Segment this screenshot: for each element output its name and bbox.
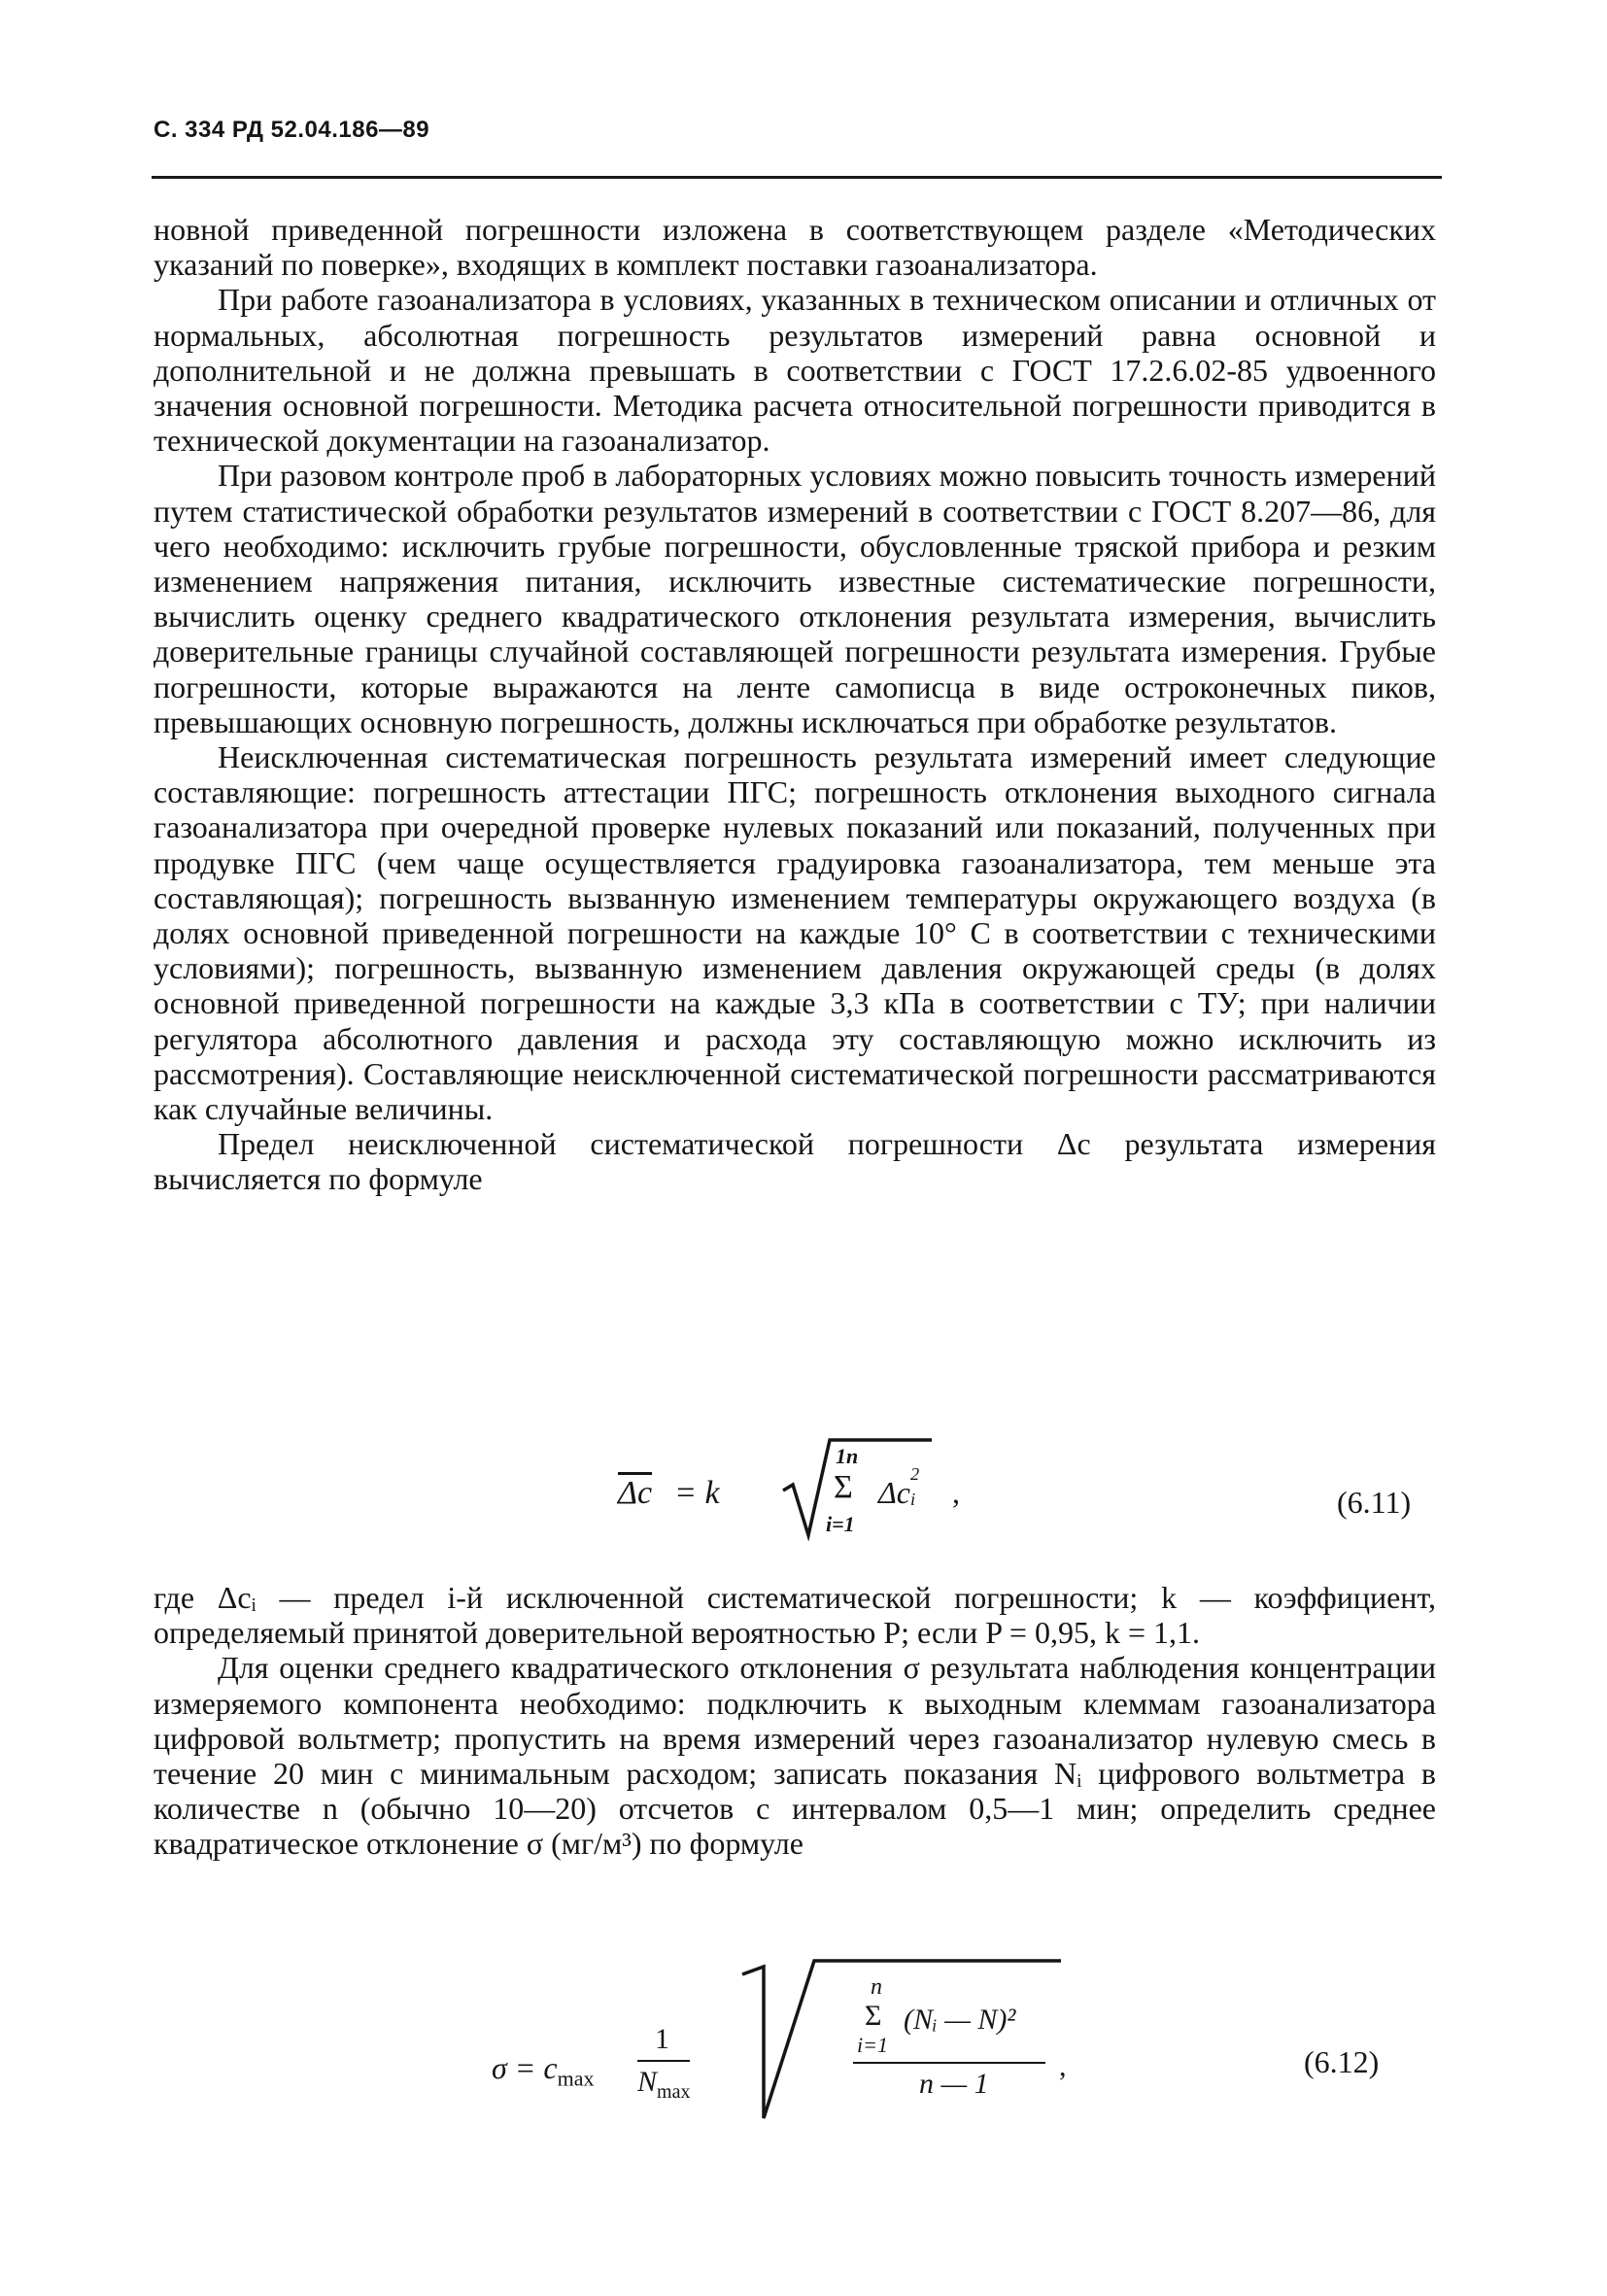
sum-term: (Nᵢ — N)² <box>904 2004 1016 2036</box>
running-head: С. 334 РД 52.04.186—89 <box>154 117 430 143</box>
header-rule <box>152 176 1442 179</box>
sum-symbol: Σ <box>865 2000 882 2032</box>
fraction-denominator: $N_{max}$ <box>637 2066 691 2103</box>
paragraph: Предел неисключенной систематической погрешности Δc результата измерения вычисляется по формуле <box>154 1126 1436 1197</box>
formula-equals: = k <box>674 1475 720 1511</box>
paragraph: При разовом контроле проб в лабораторных условиях можно повысить точность измерений путем статистической обработки результатов измерений в соответствии с ГОСТ 8.207—86, для чего необходимо: исключить грубые погрешности, обусловленные тряской прибора и резким изменением напряжения питания, исключить известные систематические погрешности, вычислить оценку среднего квадратического отклонения результата измерения, вычислить доверительные границы случайной составляющей погрешности результата измерения. Грубые погрешности, которые выражаются на ленте самописца в виде остроконечных пиков, превышающих основную погрешность, должны исключаться при обработке результатов. <box>154 458 1436 739</box>
sum-lower-limit: i=1 <box>826 1512 855 1536</box>
sum-symbol: Σ <box>834 1469 853 1505</box>
formula-trailing: , <box>952 1475 960 1510</box>
equation-number: (6.11) <box>1337 1485 1412 1520</box>
fraction-numerator: 1 <box>655 2023 669 2055</box>
paragraph: При работе газоанализатора в условиях, указанных в техническом описании и отличных от нормальных, абсолютная погрешность результатов измерений равна основной и дополнительной и не должна превышать в соответствии с ГОСТ 17.2.6.02-85 удвоенного значения основной погрешности. Методика расчета относительной погрешности приводится в технической документации на газоанализатор. <box>154 282 1436 459</box>
radical-sign <box>781 1434 937 1541</box>
text-block-top <box>154 212 1436 1197</box>
formula-lhs: $\overline{\Delta c}$ <box>618 1475 653 1511</box>
fraction-bar <box>853 2062 1045 2064</box>
paragraph: Для оценки среднего квадратического отклонения σ результата наблюдения концентрации измеряемого компонента необходимо: подключить к выходным клеммам газоанализатора цифровой вольтметр; пропустить на время измерений через газоанализатор нулевую смесь в течение 20 мин с минимальным расходом; записать показания Nᵢ цифрового вольтметра в количестве n (обычно 10—20) отсчетов с интервалом 0,5—1 мин; определить среднее квадратическое отклонение σ (мг/м³) по формуле <box>154 1650 1436 1862</box>
sum-term: Δc 2 i <box>878 1464 920 1510</box>
formula-6-11 <box>618 1434 1026 1551</box>
fraction-bar <box>637 2060 690 2062</box>
radical-sign <box>740 1953 1061 2128</box>
sum-upper-limit: n <box>871 1974 882 2000</box>
fraction-denominator: n — 1 <box>919 2068 989 2100</box>
paragraph: Неисключенная систематическая погрешность результата измерений имеет следующие составляющие: погрешность аттестации ПГС; погрешность отклонения выходного сигнала газоанализатора при очередной проверке нулевых показаний или показаний, полученных при продувке ПГС (чем чаще осуществляется градуировка газоанализатора, тем меньше эта составляющая); погрешность вызванную изменением температуры окружающего воздуха (в долях основной приведенной погрешности на каждые 10° С в соответствии с техническими условиями); погрешность, вызванную изменением давления окружающей среды (в долях основной приведенной погрешности на каждые 3,3 кПа в соответствии с ТУ; при наличии регулятора абсолютного давления и расхода эту составляющую можно исключить из рассмотрения). Составляющие неисключенной систематической погрешности рассматриваются как случайные величины. <box>154 739 1436 1127</box>
formula-lhs: $\sigma = c_{max}$ <box>492 2050 595 2091</box>
paragraph: новной приведенной погрешности изложена в соответствующем разделе «Методических указаний по поверке», входящих в комплект поставки газоанализатора. <box>154 212 1436 283</box>
formula-6-12 <box>492 1953 1113 2147</box>
formula-trailing: , <box>1059 2050 1067 2082</box>
sum-upper-limit: 1n <box>836 1444 859 1468</box>
paragraph: где Δcᵢ — предел i-й исключенной систематической погрешности; k — коэффициент, определяемый принятой доверительной вероятностью P; если P = 0,95, k = 1,1. <box>154 1580 1436 1651</box>
text-block-bottom <box>154 1580 1436 1862</box>
sum-lower-limit: i=1 <box>857 2033 888 2057</box>
equation-number: (6.12) <box>1304 2044 1380 2079</box>
